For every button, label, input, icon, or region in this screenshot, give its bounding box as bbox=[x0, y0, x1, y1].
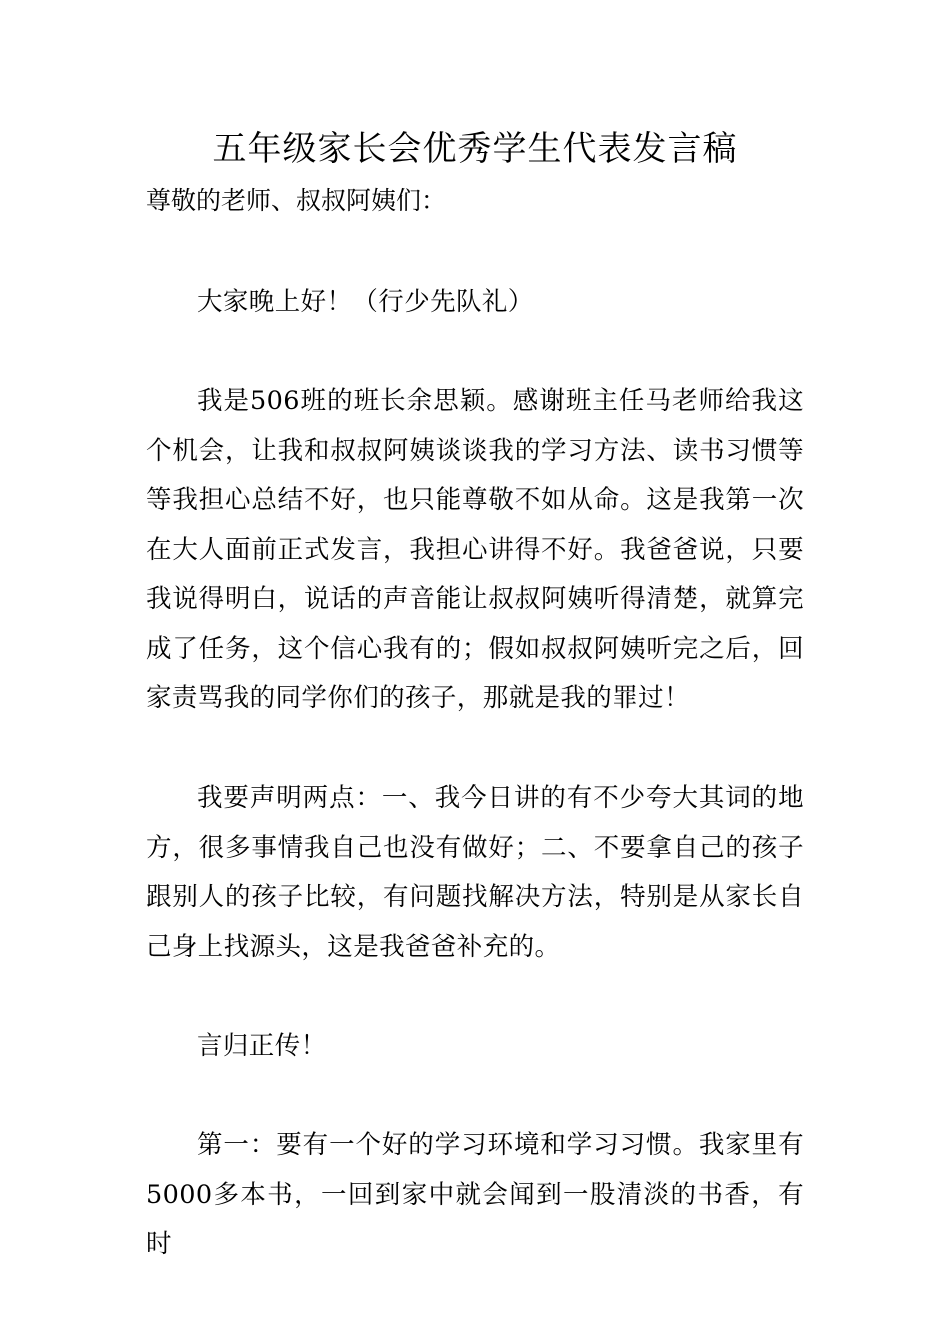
paragraph-transition: 言归正传！ bbox=[197, 1031, 327, 1061]
paragraph-point-one: 第一：要有一个好的学习环境和学习习惯。我家里有5000多本书，一回到家中就会闻到一股清淡的书香，有时 bbox=[146, 1130, 804, 1259]
paragraph-introduction: 我是506班的班长余思颖。感谢班主任马老师给我这个机会，让我和叔叔阿姨谈谈我的学习方法、读书习惯等等我担心总结不好，也只能尊敬不如从命。这是我第一次在大人面前正式发言，我担心讲得不好。我爸爸说，只要我说得明白，说话的声音能让叔叔阿姨听得清楚，就算完成了任务，这个信心我有的；假如叔叔阿姨听完之后，回家责骂我的同学你们的孩子，那就是我的罪过！ bbox=[146, 386, 804, 713]
paragraph-greeting: 大家晚上好！（行少先队礼） bbox=[197, 287, 534, 317]
document-title: 五年级家长会优秀学生代表发言稿 bbox=[212, 129, 738, 169]
salutation: 尊敬的老师、叔叔阿姨们： bbox=[146, 186, 447, 215]
paragraph-statement: 我要声明两点：一、我今日讲的有不少夸大其词的地方，很多事情我自己也没有做好；二、不要拿自己的孩子跟别人的孩子比较，有问题找解决方法，特别是从家长自己身上找源头，这是我爸爸补充的。 bbox=[146, 783, 804, 962]
